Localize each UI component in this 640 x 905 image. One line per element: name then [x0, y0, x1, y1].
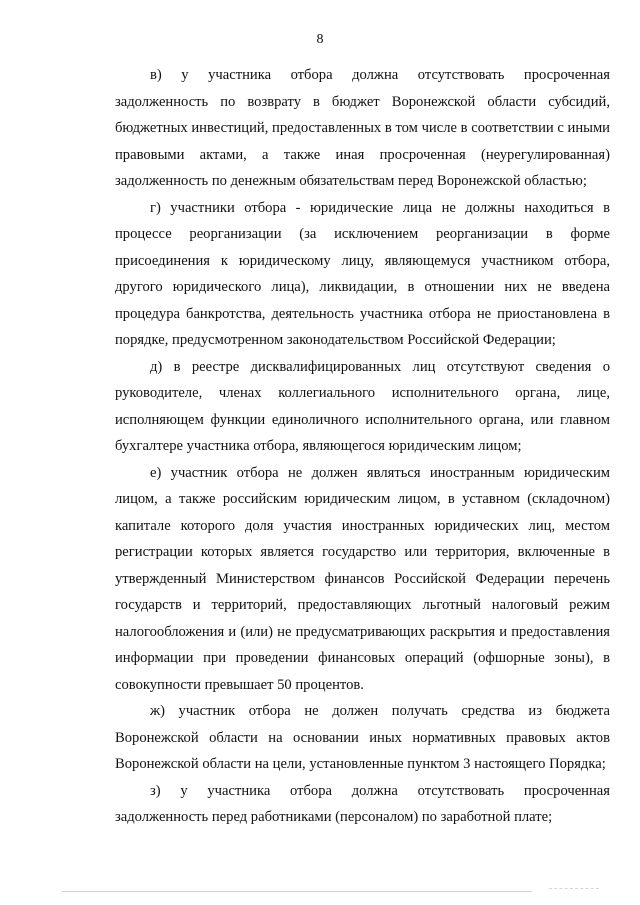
paragraph-e: е) участник отбора не должен являться иностранным юридическим лицом, а также российским юридическим лицом, в уставном (складочном) капитале которого доля участия иностранных юридических лиц, местом регистрации которых является государство или территория, включенные в утвержденный Министерством финансов Российской Федерации перечень государств и территорий, предоставляющих льготный налоговый режим налогообложения и (или) не предусматривающих раскрытия и предоставления информации при проведении финансовых операций (офшорные зоны), в совокупности превышает 50 процентов. [115, 464, 610, 693]
footer-divider-short [549, 888, 599, 889]
paragraph-zh: ж) участник отбора не должен получать средства из бюджета Воронежской области на основании иных нормативных правовых актов Воронежской области на цели, установленные пунктом 3 настоящего Порядка; [115, 703, 610, 772]
paragraph-v: в) у участника отбора должна отсутствовать просроченная задолженность по возврату в бюджет Воронежской области субсидий, бюджетных инвестиций, предоставленных в том числе в соответствии с иными правовыми актами, а также иная просроченная (неурегулированная) задолженность по денежным обязательствам перед Воронежской областью; [115, 67, 610, 189]
paragraph-z: з) у участника отбора должна отсутствовать просроченная задолженность перед работниками (персоналом) по заработной плате; [115, 782, 610, 825]
paragraph-d: д) в реестре дисквалифицированных лиц отсутствуют сведения о руководителе, членах коллегиального исполнительного органа, лице, исполняющем функции единоличного исполнительного органа, или главном бухгалтере участника отбора, являющегося юридическим лицом; [115, 358, 610, 454]
page-number: 8 [316, 32, 324, 47]
document-body [115, 62, 610, 831]
paragraph-g: г) участники отбора - юридические лица не должны находиться в процессе реорганизации (за исключением реорганизации в форме присоединения к юридическому лицу, являющемуся участником отбора, другого юридического лица), ликвидации, в отношении них не введена процедура банкротства, деятельность участника отбора не приостановлена в порядке, предусмотренном законодательством Российской Федерации; [115, 199, 610, 348]
footer-divider [62, 891, 532, 892]
